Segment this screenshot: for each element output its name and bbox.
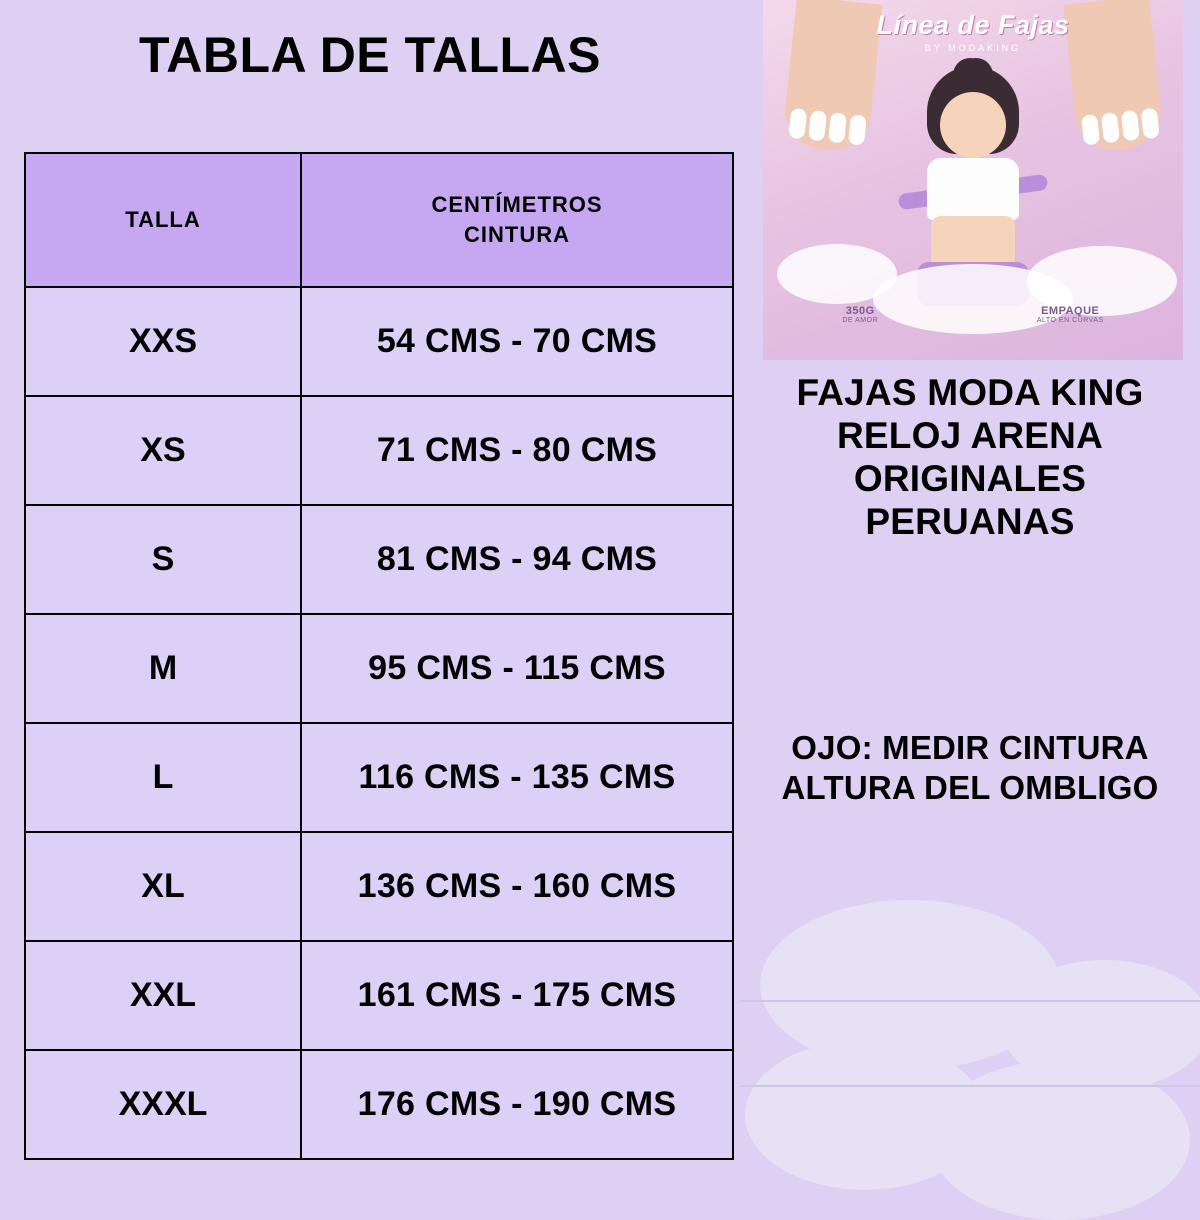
cell-size: M <box>25 614 301 723</box>
cell-waist-range: 54 CMS - 70 CMS <box>301 287 733 396</box>
cell-size: XL <box>25 832 301 941</box>
cell-waist-range: 71 CMS - 80 CMS <box>301 396 733 505</box>
column-header-centimeters-line1: CENTÍMETROS <box>431 192 603 218</box>
table-header-row <box>25 153 733 287</box>
cell-waist-range: 136 CMS - 160 CMS <box>301 832 733 941</box>
package-branding <box>823 10 1123 53</box>
cell-size: XS <box>25 396 301 505</box>
package-weight-value: 350G <box>845 305 875 317</box>
brand-line-1: FAJAS MODA KING <box>796 372 1144 413</box>
brand-line-4: PERUANAS <box>865 500 1075 542</box>
cell-waist-range: 81 CMS - 94 CMS <box>301 505 733 614</box>
measurement-note-line-2: ALTURA DEL OMBLIGO <box>781 769 1159 807</box>
brand-line-3: ORIGINALES <box>853 457 1087 499</box>
package-weight <box>842 305 878 324</box>
table-row <box>25 287 733 396</box>
measurement-note <box>740 728 1200 809</box>
model-face <box>940 92 1006 158</box>
measurement-note-line-1: OJO: MEDIR CINTURA <box>791 729 1149 766</box>
package-packaging-value: EMPAQUE <box>1041 305 1100 317</box>
cell-size: XXXL <box>25 1050 301 1159</box>
brand-line-2: RELOJ ARENA <box>836 414 1104 456</box>
column-header-centimeters-line2: CINTURA <box>464 222 570 247</box>
cell-size: L <box>25 723 301 832</box>
model-top <box>927 158 1019 220</box>
table-header <box>25 153 733 287</box>
product-package-image <box>763 0 1183 360</box>
size-chart-table <box>24 152 734 1160</box>
column-header-centimeters <box>301 153 733 287</box>
table-body <box>25 287 733 1159</box>
table-row <box>25 614 733 723</box>
model-hair-bun <box>959 58 993 92</box>
package-packaging-caption: ALTO EN CURVAS <box>1036 317 1104 324</box>
package-title: Línea de Fajas <box>876 10 1070 40</box>
page-title: TABLA DE TALLAS <box>138 27 602 83</box>
brand-heading <box>740 372 1200 544</box>
package-weight-caption: DE AMOR <box>842 317 879 324</box>
info-panel <box>740 0 1200 1200</box>
table-row <box>25 505 733 614</box>
package-subtitle: BY MODAKING <box>924 43 1022 53</box>
table-row <box>25 396 733 505</box>
cell-size: XXL <box>25 941 301 1050</box>
table-row <box>25 723 733 832</box>
table-row <box>25 1050 733 1159</box>
cell-waist-range: 116 CMS - 135 CMS <box>301 723 733 832</box>
cell-size: XXS <box>25 287 301 396</box>
cell-size: S <box>25 505 301 614</box>
cell-waist-range: 161 CMS - 175 CMS <box>301 941 733 1050</box>
cell-waist-range: 176 CMS - 190 CMS <box>301 1050 733 1159</box>
table-row <box>25 832 733 941</box>
package-packaging <box>1037 305 1104 324</box>
cell-waist-range: 95 CMS - 115 CMS <box>301 614 733 723</box>
table-row <box>25 941 733 1050</box>
column-header-size: TALLA <box>25 153 301 287</box>
package-footer <box>763 305 1183 324</box>
